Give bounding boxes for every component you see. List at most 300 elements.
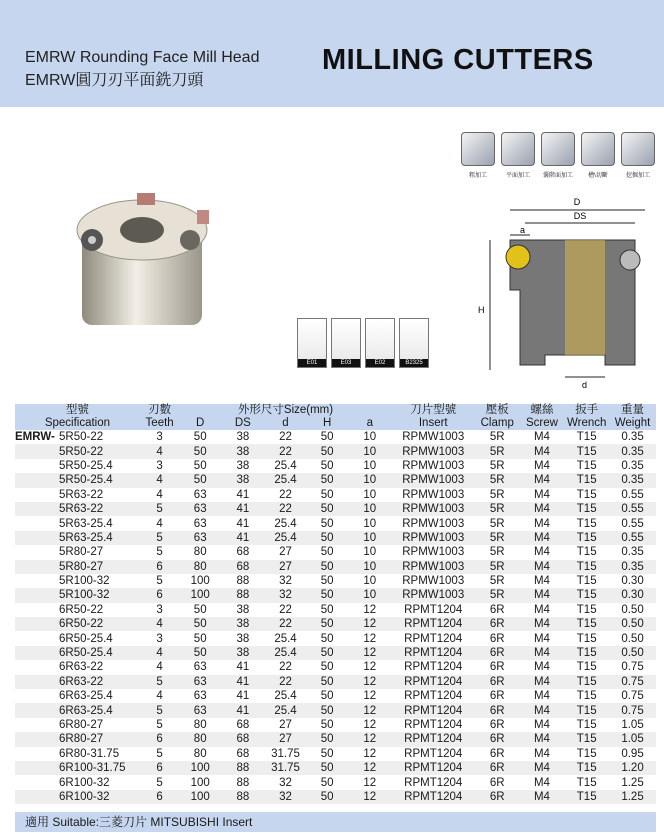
cell-screw: M4 [520,790,565,804]
cell-DS: 41 [221,675,265,689]
cell-H: 50 [306,761,348,775]
cell-spec: 5R63-25.4 [59,517,113,530]
cell-weight: 0.50 [621,632,644,645]
cell-wrench: T15 [576,632,597,645]
cell-wrench: T15 [576,719,597,731]
cell-d: 22 [265,502,307,516]
cell-clamp: 5R [489,575,505,588]
cell-a: 12 [363,747,377,760]
cell-teeth: 4 [140,646,180,660]
cell-clamp: 6R [475,732,520,746]
header-wrench-cn: 扳手 [564,404,609,417]
cell-insert: RPMT1204 [392,790,475,804]
cell-weight: 0.75 [609,703,656,717]
cell-H: 50 [320,747,334,760]
cell-screw: M4 [520,560,565,574]
table-row [15,574,656,588]
cell-d: 31.75 [271,747,300,760]
cell-D: 100 [190,575,210,588]
cell-wrench: T15 [576,776,597,789]
cell-insert: RPMT1204 [404,747,463,760]
cell-insert: RPMT1204 [392,675,475,689]
shoulder-machining-icon [541,132,575,166]
table-row [15,675,656,689]
cell-clamp: 5R [475,473,520,487]
header-spec-en: Specification [15,417,140,430]
operation-shoulder: 囊階面加工 [540,132,576,179]
cell-D: 80 [179,732,221,746]
cell-d: 22 [265,675,307,689]
cell-insert: RPMW1003 [402,431,465,444]
cell-clamp: 5R [475,444,520,458]
spec-table [15,404,656,804]
cell-teeth: 5 [156,575,163,588]
cell-weight: 0.55 [621,517,644,530]
table-row [15,646,656,660]
header-D: D [179,417,221,430]
table-row [15,689,656,703]
cell-clamp: 5R [489,431,505,444]
cell-teeth: 5 [140,675,180,689]
cell-d: 27 [279,546,292,559]
cell-D: 100 [179,790,221,804]
cell-clamp: 6R [489,690,505,703]
cell-DS: 41 [221,502,265,516]
cell-weight: 0.30 [621,575,644,588]
header-insert-en: Insert [392,417,475,430]
cell-DS: 38 [236,459,250,472]
cell-a: 12 [348,761,392,775]
cell-d: 32 [279,776,292,789]
header-screw-en: Screw [520,417,565,430]
cell-weight: 0.35 [609,560,656,574]
cell-D: 63 [193,690,207,703]
cell-teeth: 4 [140,617,180,631]
cell-spec: 6R50-22 [59,603,104,616]
cell-wrench: T15 [564,703,609,717]
cell-teeth: 6 [140,732,180,746]
cell-clamp: 6R [489,632,505,645]
dim-DS-label: DS [573,211,587,221]
cell-d: 22 [279,603,292,616]
header-banner [0,0,664,107]
table-row [15,718,656,732]
cell-DS: 38 [221,473,265,487]
cell-screw: M4 [533,661,550,674]
cell-clamp: 6R [475,703,520,717]
cell-DS: 38 [221,617,265,631]
cell-insert: RPMT1204 [404,690,463,703]
rough-machining-icon [461,132,495,166]
title-english: EMRW Rounding Face Mill Head [25,49,260,66]
cell-a: 12 [348,732,392,746]
cell-weight: 0.75 [621,690,644,703]
cell-H: 50 [306,646,348,660]
cell-DS: 41 [221,703,265,717]
cell-H: 50 [320,603,334,616]
cell-clamp: 5R [475,560,520,574]
table-row [15,790,656,804]
cell-clamp: 5R [489,517,505,530]
cell-screw: M4 [533,546,550,559]
cell-spec: 5R63-22 [15,502,140,516]
cell-screw: M4 [533,575,550,588]
cell-wrench: T15 [564,617,609,631]
table-row [15,617,656,631]
table-row [15,761,656,775]
cell-H: 50 [320,690,334,703]
table-row [15,631,656,645]
cell-d: 25.4 [265,703,307,717]
cell-DS: 41 [236,488,250,501]
cell-teeth: 6 [140,790,180,804]
operation-pocket: 挖掘加工 [620,132,656,179]
cell-DS: 41 [221,531,265,545]
cell-DS: 68 [221,732,265,746]
cell-screw: M4 [533,776,550,789]
operation-slot: 槽\切斷 [580,132,616,179]
cell-spec: 6R100-31.75 [15,761,140,775]
table-row [15,747,656,761]
accessory-e01: E01 [297,318,327,368]
cell-insert: RPMW1003 [402,575,465,588]
cell-d: 25.4 [274,632,297,645]
cell-clamp: 5R [489,546,505,559]
cell-H: 50 [320,575,334,588]
cell-weight: 0.50 [621,603,644,616]
cell-insert: RPMW1003 [392,560,475,574]
cell-a: 10 [348,473,392,487]
cell-weight: 1.05 [621,719,644,731]
cell-insert: RPMW1003 [392,531,475,545]
cell-insert: RPMT1204 [404,603,463,616]
cell-clamp: 5R [489,459,505,472]
cell-D: 63 [179,531,221,545]
cell-spec: 5R80-27 [15,560,140,574]
cell-screw: M4 [520,761,565,775]
cell-d: 25.4 [274,690,297,703]
cell-wrench: T15 [564,502,609,516]
cell-DS: 38 [236,632,250,645]
cell-teeth: 6 [140,560,180,574]
cell-screw: M4 [533,488,550,501]
cell-d: 27 [265,560,307,574]
cell-spec: 6R100-32 [59,776,110,789]
cell-weight: 0.55 [609,502,656,516]
cell-a: 10 [348,531,392,545]
footer-note: 適用 Suitable:三菱刀片 MITSUBISHI Insert [15,812,656,832]
cell-insert: RPMW1003 [392,473,475,487]
cell-teeth: 4 [156,690,163,703]
cell-DS: 68 [236,747,250,760]
table-row [15,560,656,574]
cell-wrench: T15 [576,747,597,760]
cutter-photo [62,185,222,335]
cell-teeth: 3 [156,632,163,645]
cell-weight: 1.25 [621,776,644,789]
cell-a: 12 [348,703,392,717]
cell-teeth: 5 [156,776,163,789]
dim-d-label: d [582,380,588,390]
cell-teeth: 5 [140,531,180,545]
cell-clamp: 6R [489,776,505,789]
cell-screw: M4 [533,431,550,444]
cell-screw: M4 [533,603,550,616]
table-row [15,459,656,473]
table-row [15,516,656,530]
cell-d: 22 [265,444,307,458]
header-spec-cn: 型號 [15,404,140,417]
cell-D: 100 [179,761,221,775]
cell-screw: M4 [520,588,565,602]
header-a: a [348,417,392,430]
cell-a: 12 [348,646,392,660]
table-row [15,703,656,717]
cell-a: 12 [348,790,392,804]
header-clamp-cn: 壓板 [475,404,520,417]
table-row [15,775,656,789]
cell-insert: RPMT1204 [404,632,463,645]
cell-a: 10 [363,459,377,472]
cell-DS: 88 [236,575,250,588]
cell-wrench: T15 [576,575,597,588]
cell-teeth: 5 [156,546,163,559]
accessory-e02: E02 [365,318,395,368]
cell-teeth: 6 [140,761,180,775]
cell-clamp: 6R [475,790,520,804]
cell-wrench: T15 [564,790,609,804]
operation-rough: 粗加工 [460,132,496,179]
cell-clamp: 6R [475,761,520,775]
cell-wrench: T15 [564,732,609,746]
cell-DS: 88 [221,588,265,602]
cell-insert: RPMT1204 [404,719,463,731]
cell-wrench: T15 [564,761,609,775]
cell-H: 50 [320,776,334,789]
cell-teeth: 4 [140,473,180,487]
operation-icons [460,132,656,179]
cell-a: 10 [363,488,377,501]
cell-teeth: 4 [156,517,163,530]
cell-a: 12 [348,675,392,689]
cell-wrench: T15 [576,459,597,472]
cell-DS: 38 [221,444,265,458]
cell-H: 50 [306,531,348,545]
cell-clamp: 5R [475,531,520,545]
cell-wrench: T15 [564,560,609,574]
cell-spec: EMRW- 5R50-22 [15,431,104,444]
cell-teeth: 4 [156,661,163,674]
cell-d: 27 [265,732,307,746]
cell-weight: 0.75 [621,661,644,674]
cell-spec: 6R80-27 [15,732,140,746]
cell-spec: 5R50-22 [15,444,140,458]
slotting-icon [581,132,615,166]
cell-DS: 68 [236,719,250,731]
table-row [15,660,656,674]
cell-d: 32 [265,588,307,602]
cell-a: 10 [348,560,392,574]
cell-weight: 0.35 [609,473,656,487]
title-chinese: EMRW圓刀刃平面銑刀頭 [25,72,204,89]
cell-D: 100 [190,776,210,789]
cell-weight: 0.35 [621,431,644,444]
cell-insert: RPMW1003 [402,459,465,472]
cell-teeth: 4 [156,488,163,501]
cell-D: 50 [179,473,221,487]
cell-screw: M4 [520,502,565,516]
cell-spec: 6R63-22 [15,675,140,689]
cell-insert: RPMW1003 [392,444,475,458]
cell-a: 12 [348,617,392,631]
cell-H: 50 [306,502,348,516]
cell-DS: 38 [236,431,250,444]
cell-weight: 1.25 [609,790,656,804]
header-size: 外形尺寸Size(mm) [179,404,391,417]
cell-D: 63 [179,675,221,689]
cell-d: 22 [279,488,292,501]
cell-teeth: 5 [140,502,180,516]
cell-insert: RPMT1204 [404,776,463,789]
header-DS: DS [221,417,265,430]
cell-weight: 0.55 [621,488,644,501]
cell-H: 50 [306,703,348,717]
cell-spec: 6R63-25.4 [15,703,140,717]
cell-wrench: T15 [576,517,597,530]
cell-DS: 41 [236,690,250,703]
cell-screw: M4 [520,531,565,545]
cell-spec: 6R63-25.4 [59,690,113,703]
header-clamp-en: Clamp [475,417,520,430]
header-d: d [265,417,307,430]
cell-screw: M4 [520,646,565,660]
cell-H: 50 [320,517,334,530]
cell-D: 63 [193,517,207,530]
cell-spec: 6R100-32 [15,790,140,804]
table-row [15,444,656,458]
cell-teeth: 3 [156,603,163,616]
cell-H: 50 [306,617,348,631]
cell-H: 50 [320,488,334,501]
cell-D: 50 [193,459,207,472]
spec-table-body [15,430,656,804]
cell-H: 50 [320,719,334,731]
cell-d: 22 [279,431,292,444]
cell-insert: RPMW1003 [402,488,465,501]
header-screw-cn: 螺絲 [520,404,565,417]
cell-d: 27 [279,719,292,731]
table-row [15,545,656,559]
table-row [15,502,656,516]
pocketing-icon [621,132,655,166]
cell-weight: 0.95 [621,747,644,760]
cell-DS: 68 [236,546,250,559]
cell-clamp: 5R [489,488,505,501]
cell-a: 12 [363,632,377,645]
cell-spec: 5R80-27 [59,546,104,559]
cell-d: 25.4 [265,473,307,487]
cell-screw: M4 [520,732,565,746]
cell-screw: M4 [533,747,550,760]
cell-H: 50 [306,560,348,574]
operation-face: 平面加工 [500,132,536,179]
cell-spec: 6R50-25.4 [59,632,113,645]
cell-screw: M4 [520,473,565,487]
cell-a: 10 [348,502,392,516]
cell-clamp: 6R [489,747,505,760]
table-row [15,430,656,444]
cell-weight: 0.50 [609,646,656,660]
cell-a: 12 [363,661,377,674]
cell-insert: RPMW1003 [392,588,475,602]
cell-clamp: 5R [475,502,520,516]
cell-H: 50 [306,732,348,746]
cell-D: 50 [179,617,221,631]
cell-D: 50 [179,444,221,458]
cell-spec: 6R50-22 [15,617,140,631]
cell-screw: M4 [533,690,550,703]
cell-d: 32 [279,575,292,588]
cell-clamp: 6R [475,617,520,631]
cell-D: 63 [193,488,207,501]
cell-H: 50 [320,632,334,645]
cell-screw: M4 [520,703,565,717]
cell-insert: RPMT1204 [392,703,475,717]
cell-wrench: T15 [564,444,609,458]
cell-teeth: 3 [156,459,163,472]
cell-weight: 0.50 [609,617,656,631]
header-teeth-en: Teeth [140,417,180,430]
cell-screw: M4 [533,632,550,645]
cell-a: 10 [363,546,377,559]
cell-D: 63 [193,661,207,674]
header-teeth-cn: 刃數 [140,404,180,417]
cell-teeth: 6 [140,588,180,602]
cell-D: 50 [193,632,207,645]
header-weight-cn: 重量 [609,404,656,417]
cell-d: 25.4 [274,459,297,472]
cell-spec: 6R80-31.75 [59,747,120,760]
cell-a: 10 [363,575,377,588]
cell-weight: 0.30 [609,588,656,602]
header-wrench-en: Wrench [564,417,609,430]
cell-D: 80 [179,560,221,574]
cell-spec: 5R50-25.4 [59,459,113,472]
cell-weight: 0.35 [609,444,656,458]
cell-DS: 38 [221,646,265,660]
cell-D: 63 [179,502,221,516]
cell-H: 50 [320,459,334,472]
cell-insert: RPMW1003 [402,546,465,559]
table-row [15,473,656,487]
brand-title: MILLING CUTTERS [322,44,594,76]
cell-D: 80 [193,546,207,559]
cell-D: 50 [179,646,221,660]
cell-D: 80 [193,747,207,760]
cell-spec: 5R63-22 [59,488,104,501]
cell-screw: M4 [533,719,550,731]
cell-DS: 88 [221,790,265,804]
cell-spec: 5R100-32 [59,575,110,588]
cell-clamp: 6R [489,719,505,731]
cell-DS: 41 [236,517,250,530]
cell-d: 22 [279,661,292,674]
table-row [15,531,656,545]
table-row [15,732,656,746]
cell-weight: 1.05 [609,732,656,746]
cell-insert: RPMT1204 [404,661,463,674]
cell-screw: M4 [520,617,565,631]
